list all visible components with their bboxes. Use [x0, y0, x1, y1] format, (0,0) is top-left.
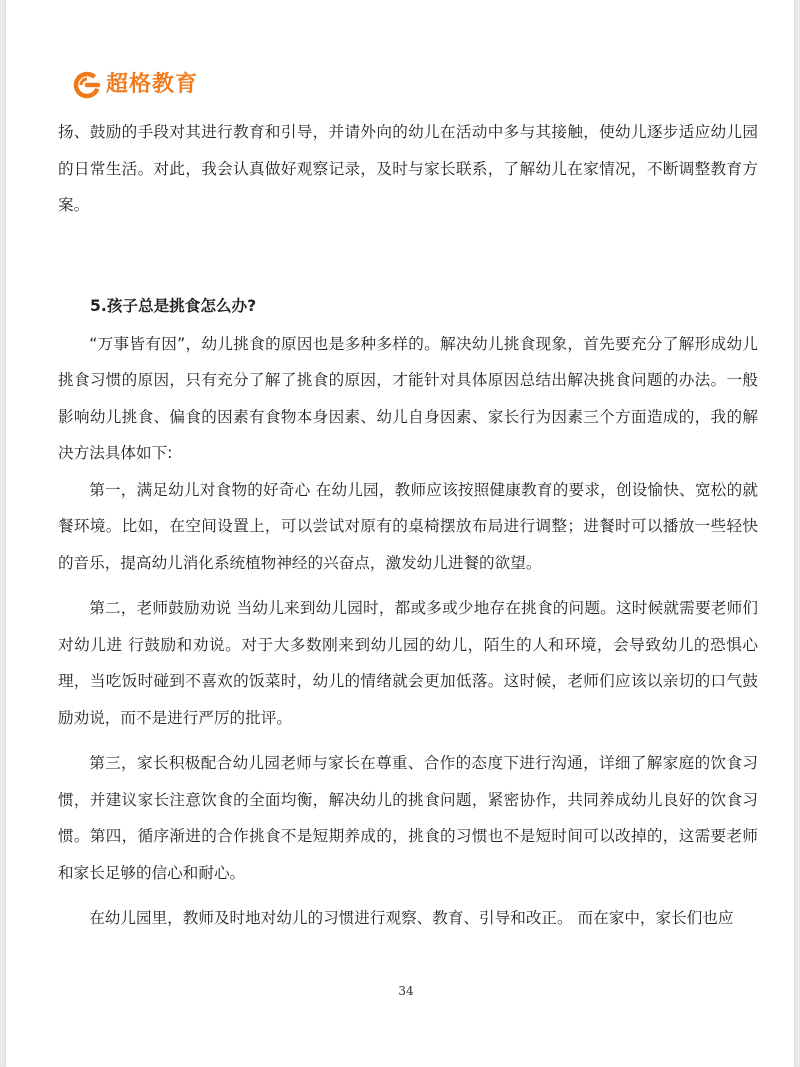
- document-body: [58, 114, 758, 937]
- paragraph-third: 第三，家长积极配合幼儿园老师与家长在尊重、合作的态度下进行沟通，详细了解家庭的饮食习惯，并建议家长注意饮食的全面均衡，解决幼儿的挑食问题，紧密协作，共同养成幼儿良好的饮食习惯。第四，循序渐进的合作挑食不是短期养成的，挑食的习惯也不是短时间可以改掉的，这需要老师和家长足够的信心和耐心。: [58, 754, 758, 882]
- paragraph-causes: “万事皆有因”，幼儿挑食的原因也是多种多样的。解决幼儿挑食现象，首先要充分了解形成幼儿挑食习惯的原因，只有充分了解了挑食的原因，才能针对具体原因总结出解决挑食问题的办法。一般影响幼儿挑食、偏食的因素有食物本身因素、幼儿自身因素、家长行为因素三个方面造成的，我的解决方法具体如下:: [58, 334, 758, 462]
- paragraph-second: 第二，老师鼓励劝说 当幼儿来到幼儿园时，都或多或少地存在挑食的问题。这时候就需要老师们对幼儿进 行鼓励和劝说。对于大多数刚来到幼儿园的幼儿，陌生的人和环境，会导致幼儿的恐惧心理，当吃饭时碰到不喜欢的饭菜时，幼儿的情绪就会更加低落。这时候，老师们应该以亲切的口气鼓励劝说，而不是进行严厉的批评。: [58, 599, 758, 727]
- paragraph-first: 第一，满足幼儿对食物的好奇心 在幼儿园，教师应该按照健康教育的要求，创设愉快、宽松的就餐环境。比如，在空间设置上，可以尝试对原有的桌椅摆放布局进行调整；进餐时可以播放一些轻快的音乐，提高幼儿消化系统植物神经的兴奋点，激发幼儿进餐的欲望。: [58, 480, 758, 572]
- brand-logo: [72, 68, 198, 102]
- section-heading: 5.孩子总是挑食怎么办?: [90, 296, 257, 315]
- page-number: 34: [398, 984, 414, 998]
- document-page: [6, 0, 794, 1067]
- intro-paragraph: 扬、鼓励的手段对其进行教育和引导，并请外向的幼儿在活动中多与其接触，使幼儿逐步适应幼儿园的日常生活。对此，我会认真做好观察记录，及时与家长联系，了解幼儿在家情况，不断调整教育方案。: [58, 123, 758, 214]
- brand-name: 超格教育: [106, 72, 199, 97]
- paragraph-fifth: 在幼儿园里，教师及时地对幼儿的习惯进行观察、教育、引导和改正。 而在家中，家长们也应: [89, 909, 734, 927]
- brand-logo-icon: [72, 70, 102, 100]
